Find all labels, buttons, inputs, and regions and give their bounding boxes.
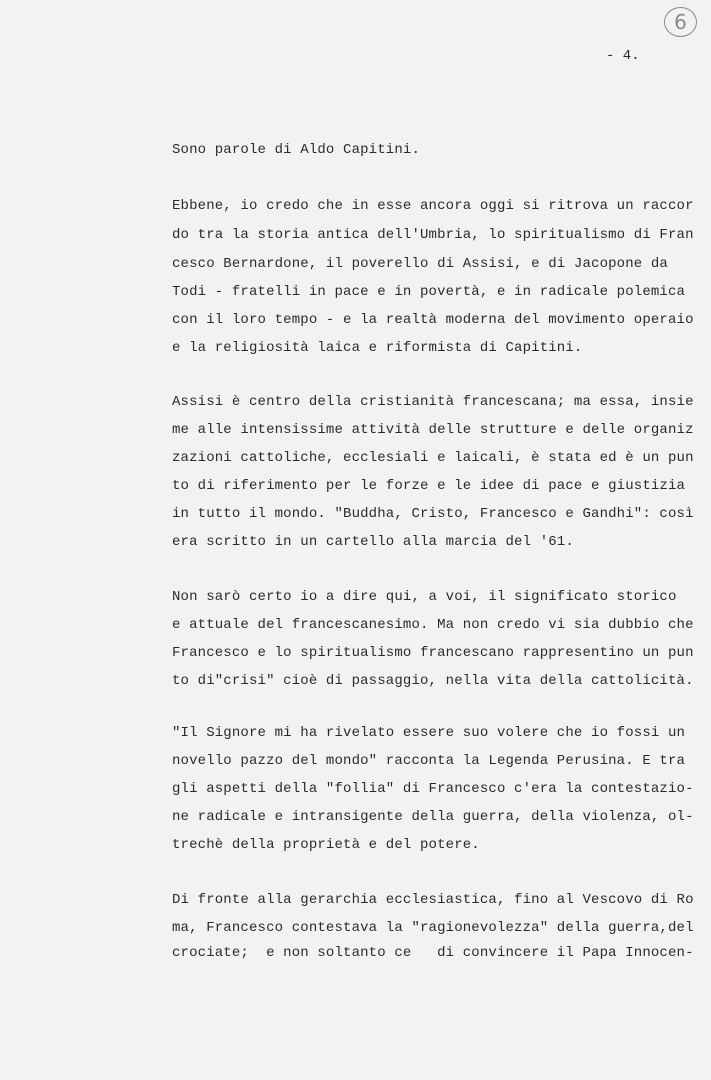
- text-line: zazioni cattoliche, ecclesiali e laicali, è stata ed è un pun: [172, 450, 694, 466]
- text-line: cesco Bernardone, il poverello di Assisi, e di Jacopone da: [172, 256, 668, 272]
- text-line: ne radicale e intransigente della guerra, della violenza, ol-: [172, 809, 694, 825]
- text-line: Todi - fratelli in pace e in povertà, e in radicale polemica: [172, 284, 686, 300]
- text-line: era scritto in un cartello alla marcia del '61.: [172, 534, 574, 550]
- text-line: Assisi è centro della cristianità francescana; ma essa, insie: [172, 394, 694, 410]
- text-line: Di fronte alla gerarchia ecclesiastica, fino al Vescovo di Ro: [172, 892, 694, 908]
- text-line: Ebbene, io credo che in esse ancora oggi si ritrova un raccor: [172, 198, 694, 214]
- text-line: to di riferimento per le forze e le idee di pace e giustizia: [172, 478, 686, 494]
- text-line: do tra la storia antica dell'Umbria, lo spiritualismo di Fran: [172, 227, 694, 243]
- text-line: con il loro tempo - e la realtà moderna del movimento operaio: [172, 312, 694, 328]
- circled-page-number-stamp: 6: [664, 7, 697, 37]
- text-line: trechè della proprietà e del potere.: [172, 837, 480, 853]
- text-line: to di"crisi" cioè di passaggio, nella vita della cattolicità.: [172, 673, 694, 689]
- text-line: ma, Francesco contestava la "ragionevolezza" della guerra,del: [172, 920, 694, 936]
- text-line: in tutto il mondo. "Buddha, Cristo, Francesco e Gandhi": così: [172, 506, 694, 522]
- text-line: e attuale del francescanesimo. Ma non credo vi sia dubbio che: [172, 617, 694, 633]
- text-line: novello pazzo del mondo" racconta la Legenda Perusina. E tra: [172, 753, 686, 769]
- page-number: - 4.: [606, 48, 640, 64]
- text-line: e la religiosità laica e riformista di Capitini.: [172, 340, 583, 356]
- text-line: me alle intensissime attività delle strutture e delle organiz: [172, 422, 694, 438]
- text-line: crociate; e non soltanto ce di convincere il Papa Innocen-: [172, 945, 694, 961]
- text-line: gli aspetti della "follia" di Francesco c'era la contestazio-: [172, 781, 694, 797]
- text-line: Francesco e lo spiritualismo francescano rappresentino un pun: [172, 645, 694, 661]
- text-line: "Il Signore mi ha rivelato essere suo volere che io fossi un: [172, 725, 686, 741]
- text-line: Sono parole di Aldo Capitini.: [172, 142, 420, 158]
- text-line: Non sarò certo io a dire qui, a voi, il significato storico: [172, 589, 677, 605]
